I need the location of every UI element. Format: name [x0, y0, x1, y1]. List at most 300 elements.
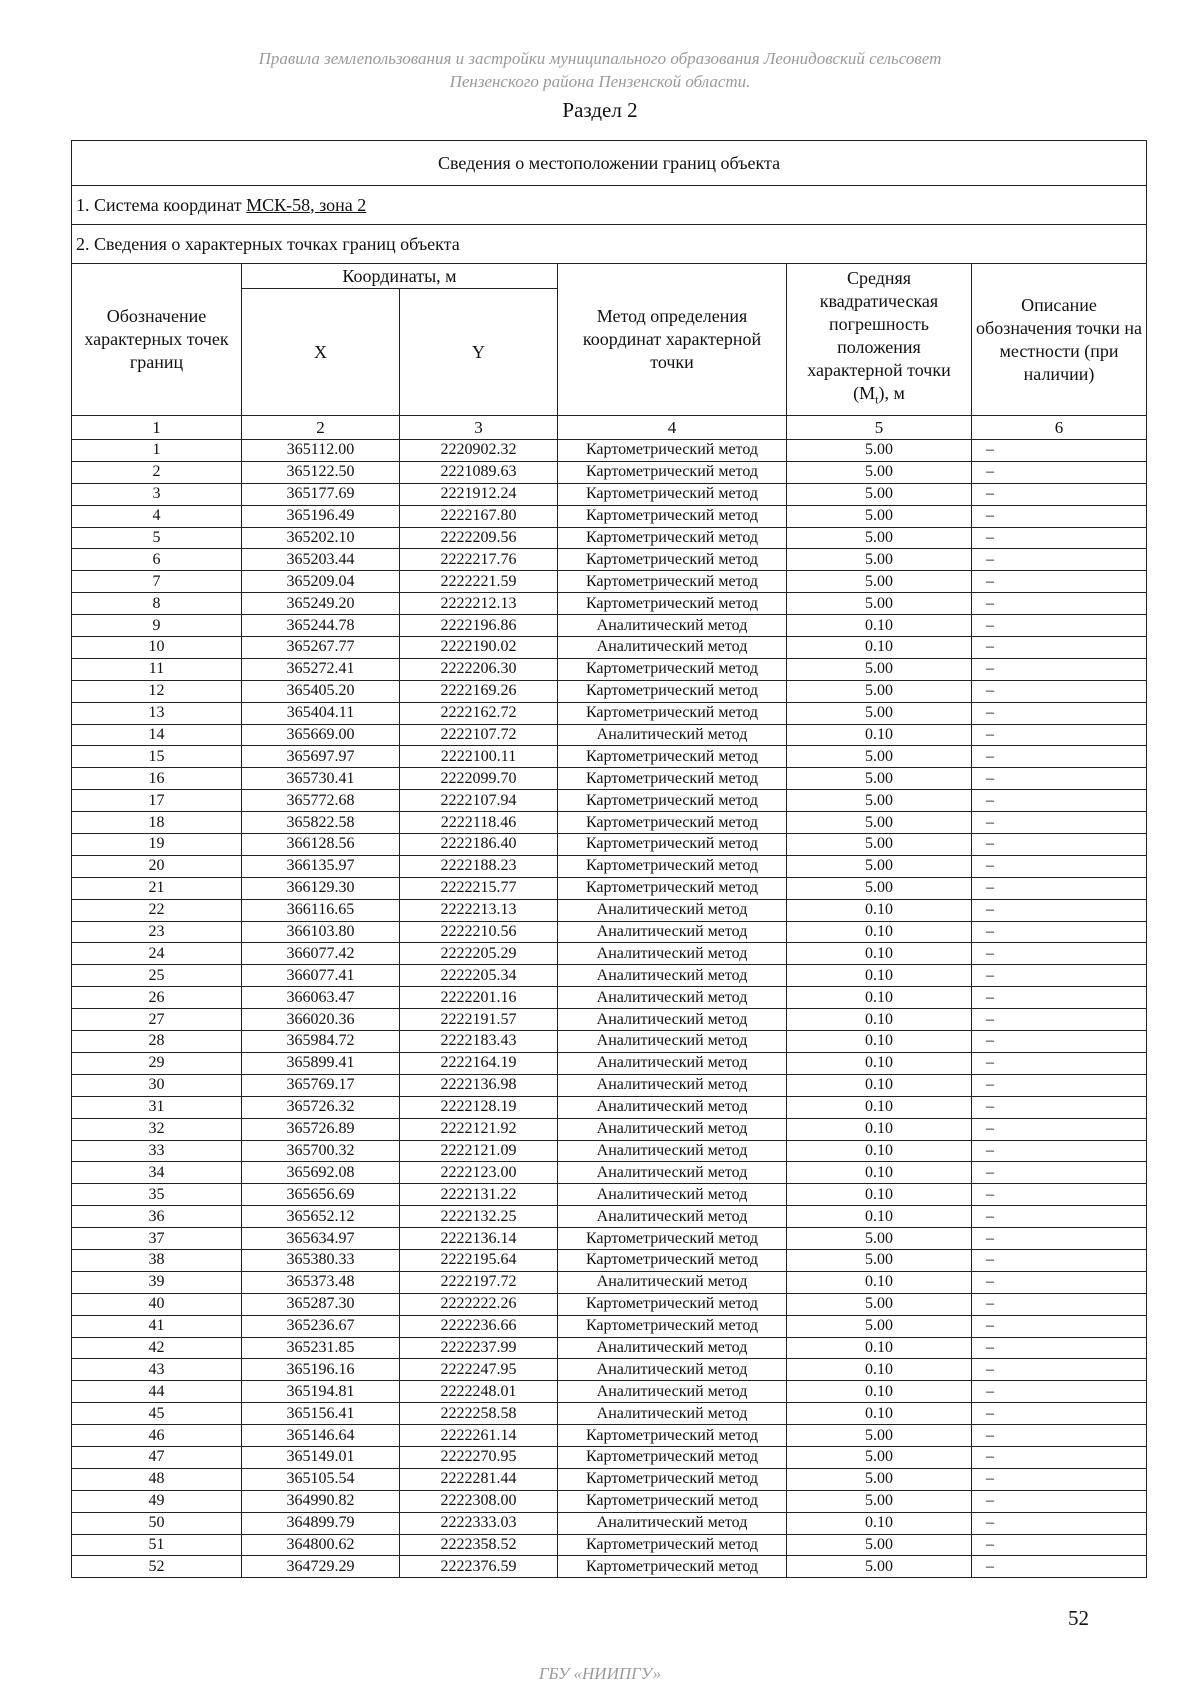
error-cell: 5.00: [787, 1490, 972, 1512]
coordinate-system-label: 1. Система координат: [76, 194, 247, 215]
point-id-cell: 8: [72, 593, 242, 615]
method-cell: Аналитический метод: [558, 1009, 787, 1031]
table-row: [72, 899, 1147, 921]
x-coordinate-cell: 365249.20: [242, 593, 400, 615]
y-coordinate-cell: 2222186.40: [400, 834, 558, 856]
header-method: Метод определения координат характерной точки: [558, 264, 787, 416]
header-x: X: [242, 289, 400, 416]
method-cell: Картометрический метод: [558, 746, 787, 768]
x-coordinate-cell: 366020.36: [242, 1009, 400, 1031]
method-cell: Картометрический метод: [558, 461, 787, 483]
description-cell: –: [972, 1446, 1147, 1468]
point-id-cell: 47: [72, 1446, 242, 1468]
footer-organization: ГБУ «НИИПГУ»: [538, 1664, 662, 1683]
point-id-cell: 7: [72, 571, 242, 593]
y-coordinate-cell: 2222107.72: [400, 724, 558, 746]
description-cell: –: [972, 1184, 1147, 1206]
error-cell: 5.00: [787, 527, 972, 549]
description-cell: –: [972, 965, 1147, 987]
y-coordinate-cell: 2222121.09: [400, 1140, 558, 1162]
boundary-points-table: [71, 140, 1147, 1578]
point-id-cell: 28: [72, 1031, 242, 1053]
y-coordinate-cell: 2222236.66: [400, 1315, 558, 1337]
error-cell: 5.00: [787, 461, 972, 483]
description-cell: –: [972, 877, 1147, 899]
y-coordinate-cell: 2222358.52: [400, 1534, 558, 1556]
error-cell: 0.10: [787, 899, 972, 921]
table-row: [72, 527, 1147, 549]
y-coordinate-cell: 2221912.24: [400, 483, 558, 505]
running-header-line-1: Правила землепользования и застройки муниципального образования Леонидовский сельсовет: [258, 49, 942, 68]
x-coordinate-cell: 365656.69: [242, 1184, 400, 1206]
x-coordinate-cell: 365203.44: [242, 549, 400, 571]
point-id-cell: 3: [72, 483, 242, 505]
description-cell: –: [972, 1206, 1147, 1228]
error-cell: 0.10: [787, 1271, 972, 1293]
method-cell: Картометрический метод: [558, 1446, 787, 1468]
x-coordinate-cell: 365156.41: [242, 1403, 400, 1425]
point-id-cell: 35: [72, 1184, 242, 1206]
point-id-cell: 51: [72, 1534, 242, 1556]
description-cell: –: [972, 943, 1147, 965]
x-coordinate-cell: 365669.00: [242, 724, 400, 746]
y-coordinate-cell: 2222162.72: [400, 702, 558, 724]
method-cell: Аналитический метод: [558, 615, 787, 637]
error-cell: 0.10: [787, 615, 972, 637]
point-id-cell: 41: [72, 1315, 242, 1337]
y-coordinate-cell: 2222197.72: [400, 1271, 558, 1293]
method-cell: Картометрический метод: [558, 1228, 787, 1250]
description-cell: –: [972, 855, 1147, 877]
x-coordinate-cell: 366077.42: [242, 943, 400, 965]
method-cell: Картометрический метод: [558, 768, 787, 790]
x-coordinate-cell: 365209.04: [242, 571, 400, 593]
table-row: [72, 1293, 1147, 1315]
table-row: [72, 1140, 1147, 1162]
table-title: Сведения о местоположении границ объекта: [72, 141, 1147, 186]
description-cell: –: [972, 1074, 1147, 1096]
table-row: [72, 440, 1147, 462]
column-number: 4: [558, 416, 787, 440]
description-cell: –: [972, 1009, 1147, 1031]
x-coordinate-cell: 366077.41: [242, 965, 400, 987]
table-row: [72, 1337, 1147, 1359]
x-coordinate-cell: 366063.47: [242, 987, 400, 1009]
error-cell: 0.10: [787, 1052, 972, 1074]
table-row: [72, 1425, 1147, 1447]
error-cell: 0.10: [787, 1184, 972, 1206]
table-row: [72, 1359, 1147, 1381]
y-coordinate-cell: 2222099.70: [400, 768, 558, 790]
y-coordinate-cell: 2220902.32: [400, 440, 558, 462]
method-cell: Картометрический метод: [558, 440, 787, 462]
x-coordinate-cell: 365244.78: [242, 615, 400, 637]
y-coordinate-cell: 2222123.00: [400, 1162, 558, 1184]
y-coordinate-cell: 2222308.00: [400, 1490, 558, 1512]
description-cell: –: [972, 1293, 1147, 1315]
x-coordinate-cell: 365380.33: [242, 1249, 400, 1271]
method-cell: Аналитический метод: [558, 1512, 787, 1534]
x-coordinate-cell: 365652.12: [242, 1206, 400, 1228]
point-id-cell: 2: [72, 461, 242, 483]
method-cell: Картометрический метод: [558, 1468, 787, 1490]
y-coordinate-cell: 2222136.98: [400, 1074, 558, 1096]
point-id-cell: 43: [72, 1359, 242, 1381]
table-row: [72, 1446, 1147, 1468]
table-row: [72, 1512, 1147, 1534]
x-coordinate-cell: 365196.16: [242, 1359, 400, 1381]
point-id-cell: 40: [72, 1293, 242, 1315]
x-coordinate-cell: 365194.81: [242, 1381, 400, 1403]
error-cell: 0.10: [787, 1140, 972, 1162]
point-id-cell: 21: [72, 877, 242, 899]
column-numbers-row: [72, 416, 1147, 440]
point-id-cell: 38: [72, 1249, 242, 1271]
method-cell: Аналитический метод: [558, 1140, 787, 1162]
y-coordinate-cell: 2222258.58: [400, 1403, 558, 1425]
method-cell: Аналитический метод: [558, 1359, 787, 1381]
x-coordinate-cell: 365822.58: [242, 812, 400, 834]
method-cell: Аналитический метод: [558, 1271, 787, 1293]
y-coordinate-cell: 2222376.59: [400, 1556, 558, 1578]
column-number: 2: [242, 416, 400, 440]
description-cell: –: [972, 527, 1147, 549]
x-coordinate-cell: 366129.30: [242, 877, 400, 899]
error-cell: 0.10: [787, 1162, 972, 1184]
table-row: [72, 1381, 1147, 1403]
description-cell: –: [972, 834, 1147, 856]
description-cell: –: [972, 1490, 1147, 1512]
method-cell: Картометрический метод: [558, 658, 787, 680]
error-cell: 0.10: [787, 921, 972, 943]
x-coordinate-cell: 365726.32: [242, 1096, 400, 1118]
x-coordinate-cell: 365634.97: [242, 1228, 400, 1250]
table-row: [72, 1096, 1147, 1118]
method-cell: Картометрический метод: [558, 1293, 787, 1315]
description-cell: –: [972, 746, 1147, 768]
error-cell: 5.00: [787, 1556, 972, 1578]
table-row: [72, 1009, 1147, 1031]
table-row: [72, 680, 1147, 702]
point-id-cell: 10: [72, 637, 242, 659]
x-coordinate-cell: 364729.29: [242, 1556, 400, 1578]
error-cell: 0.10: [787, 1337, 972, 1359]
description-cell: –: [972, 724, 1147, 746]
x-coordinate-cell: 365236.67: [242, 1315, 400, 1337]
point-id-cell: 15: [72, 746, 242, 768]
x-coordinate-cell: 365105.54: [242, 1468, 400, 1490]
column-number: 6: [972, 416, 1147, 440]
table-row: [72, 855, 1147, 877]
description-cell: –: [972, 1162, 1147, 1184]
x-coordinate-cell: 365112.00: [242, 440, 400, 462]
error-cell: 5.00: [787, 1249, 972, 1271]
description-cell: –: [972, 1096, 1147, 1118]
table-row: [72, 615, 1147, 637]
description-cell: –: [972, 1337, 1147, 1359]
description-cell: –: [972, 1315, 1147, 1337]
method-cell: Аналитический метод: [558, 1337, 787, 1359]
description-cell: –: [972, 461, 1147, 483]
column-number: 1: [72, 416, 242, 440]
table-row: [72, 1228, 1147, 1250]
error-cell: 5.00: [787, 1534, 972, 1556]
coordinate-system-value: МСК-58, зона 2: [246, 194, 367, 215]
table-row: [72, 1184, 1147, 1206]
point-id-cell: 12: [72, 680, 242, 702]
method-cell: Картометрический метод: [558, 1556, 787, 1578]
y-coordinate-cell: 2222188.23: [400, 855, 558, 877]
point-id-cell: 48: [72, 1468, 242, 1490]
table-row: [72, 1052, 1147, 1074]
table-row: [72, 571, 1147, 593]
description-cell: –: [972, 987, 1147, 1009]
error-cell: 5.00: [787, 1446, 972, 1468]
error-cell: 5.00: [787, 790, 972, 812]
error-cell: 5.00: [787, 834, 972, 856]
x-coordinate-cell: 365287.30: [242, 1293, 400, 1315]
error-cell: 5.00: [787, 768, 972, 790]
table-row: [72, 1403, 1147, 1425]
method-cell: Картометрический метод: [558, 812, 787, 834]
y-coordinate-cell: 2222247.95: [400, 1359, 558, 1381]
description-cell: –: [972, 1534, 1147, 1556]
point-id-cell: 33: [72, 1140, 242, 1162]
table-row: [72, 658, 1147, 680]
x-coordinate-cell: 364800.62: [242, 1534, 400, 1556]
error-cell: 5.00: [787, 571, 972, 593]
table-row: [72, 987, 1147, 1009]
column-number: 5: [787, 416, 972, 440]
method-cell: Картометрический метод: [558, 527, 787, 549]
error-cell: 5.00: [787, 1425, 972, 1447]
error-cell: 5.00: [787, 746, 972, 768]
coordinate-system-row: [72, 186, 1147, 225]
x-coordinate-cell: 366116.65: [242, 899, 400, 921]
y-coordinate-cell: 2222183.43: [400, 1031, 558, 1053]
y-coordinate-cell: 2222221.59: [400, 571, 558, 593]
error-cell: 0.10: [787, 1074, 972, 1096]
x-coordinate-cell: 364990.82: [242, 1490, 400, 1512]
table-row: [72, 921, 1147, 943]
table-row: [72, 834, 1147, 856]
point-id-cell: 50: [72, 1512, 242, 1534]
point-id-cell: 44: [72, 1381, 242, 1403]
description-cell: –: [972, 637, 1147, 659]
error-cell: 5.00: [787, 812, 972, 834]
description-cell: –: [972, 1359, 1147, 1381]
x-coordinate-cell: 366103.80: [242, 921, 400, 943]
y-coordinate-cell: 2222118.46: [400, 812, 558, 834]
y-coordinate-cell: 2222100.11: [400, 746, 558, 768]
y-coordinate-cell: 2222191.57: [400, 1009, 558, 1031]
error-cell: 0.10: [787, 1009, 972, 1031]
y-coordinate-cell: 2222205.34: [400, 965, 558, 987]
point-id-cell: 20: [72, 855, 242, 877]
table-row: [72, 724, 1147, 746]
method-cell: Картометрический метод: [558, 702, 787, 724]
y-coordinate-cell: 2222270.95: [400, 1446, 558, 1468]
y-coordinate-cell: 2221089.63: [400, 461, 558, 483]
point-id-cell: 42: [72, 1337, 242, 1359]
method-cell: Аналитический метод: [558, 1096, 787, 1118]
point-id-cell: 1: [72, 440, 242, 462]
error-cell: 5.00: [787, 440, 972, 462]
table-row: [72, 1074, 1147, 1096]
x-coordinate-cell: 365146.64: [242, 1425, 400, 1447]
method-cell: Аналитический метод: [558, 987, 787, 1009]
y-coordinate-cell: 2222190.02: [400, 637, 558, 659]
table-row: [72, 549, 1147, 571]
method-cell: Картометрический метод: [558, 855, 787, 877]
y-coordinate-cell: 2222206.30: [400, 658, 558, 680]
x-coordinate-cell: 365272.41: [242, 658, 400, 680]
error-cell: 0.10: [787, 1118, 972, 1140]
error-cell: 0.10: [787, 1096, 972, 1118]
points-caption: 2. Сведения о характерных точках границ объекта: [72, 225, 1147, 264]
point-id-cell: 49: [72, 1490, 242, 1512]
method-cell: Картометрический метод: [558, 505, 787, 527]
error-cell: 0.10: [787, 1359, 972, 1381]
description-cell: –: [972, 702, 1147, 724]
description-cell: –: [972, 593, 1147, 615]
x-coordinate-cell: 365700.32: [242, 1140, 400, 1162]
x-coordinate-cell: 366128.56: [242, 834, 400, 856]
method-cell: Аналитический метод: [558, 899, 787, 921]
table-row: [72, 1206, 1147, 1228]
running-header-line-2: Пензенского района Пензенской области.: [449, 72, 751, 91]
header-point: Обозначение характерных точек границ: [72, 264, 242, 416]
error-cell: 0.10: [787, 943, 972, 965]
point-id-cell: 37: [72, 1228, 242, 1250]
method-cell: Аналитический метод: [558, 1206, 787, 1228]
method-cell: Аналитический метод: [558, 1381, 787, 1403]
error-cell: 0.10: [787, 1381, 972, 1403]
method-cell: Аналитический метод: [558, 965, 787, 987]
section-title: Раздел 2: [562, 98, 638, 122]
y-coordinate-cell: 2222222.26: [400, 1293, 558, 1315]
method-cell: Картометрический метод: [558, 790, 787, 812]
y-coordinate-cell: 2222196.86: [400, 615, 558, 637]
y-coordinate-cell: 2222195.64: [400, 1249, 558, 1271]
table-row: [72, 505, 1147, 527]
x-coordinate-cell: 365405.20: [242, 680, 400, 702]
x-coordinate-cell: 365196.49: [242, 505, 400, 527]
table-row: [72, 1490, 1147, 1512]
error-cell: 5.00: [787, 549, 972, 571]
y-coordinate-cell: 2222136.14: [400, 1228, 558, 1250]
point-id-cell: 39: [72, 1271, 242, 1293]
point-id-cell: 31: [72, 1096, 242, 1118]
description-cell: –: [972, 680, 1147, 702]
description-cell: –: [972, 921, 1147, 943]
y-coordinate-cell: 2222261.14: [400, 1425, 558, 1447]
y-coordinate-cell: 2222215.77: [400, 877, 558, 899]
method-cell: Аналитический метод: [558, 1031, 787, 1053]
y-coordinate-cell: 2222281.44: [400, 1468, 558, 1490]
description-cell: –: [972, 1381, 1147, 1403]
point-id-cell: 9: [72, 615, 242, 637]
error-cell: 5.00: [787, 1468, 972, 1490]
x-coordinate-cell: 365984.72: [242, 1031, 400, 1053]
table-row: [72, 877, 1147, 899]
table-row: [72, 637, 1147, 659]
x-coordinate-cell: 365899.41: [242, 1052, 400, 1074]
x-coordinate-cell: 365404.11: [242, 702, 400, 724]
method-cell: Аналитический метод: [558, 1162, 787, 1184]
table-row: [72, 1271, 1147, 1293]
point-id-cell: 27: [72, 1009, 242, 1031]
y-coordinate-cell: 2222205.29: [400, 943, 558, 965]
y-coordinate-cell: 2222213.13: [400, 899, 558, 921]
point-id-cell: 5: [72, 527, 242, 549]
table-row: [72, 483, 1147, 505]
description-cell: –: [972, 812, 1147, 834]
description-cell: –: [972, 1052, 1147, 1074]
error-cell: 0.10: [787, 1403, 972, 1425]
method-cell: Картометрический метод: [558, 1534, 787, 1556]
table-row: [72, 812, 1147, 834]
table-row: [72, 702, 1147, 724]
x-coordinate-cell: 365267.77: [242, 637, 400, 659]
y-coordinate-cell: 2222210.56: [400, 921, 558, 943]
method-cell: Аналитический метод: [558, 1052, 787, 1074]
x-coordinate-cell: 365772.68: [242, 790, 400, 812]
table-row: [72, 1315, 1147, 1337]
method-cell: Аналитический метод: [558, 724, 787, 746]
error-cell: 5.00: [787, 680, 972, 702]
table-row: [72, 965, 1147, 987]
y-coordinate-cell: 2222209.56: [400, 527, 558, 549]
point-id-cell: 6: [72, 549, 242, 571]
description-cell: –: [972, 1512, 1147, 1534]
table-row: [72, 768, 1147, 790]
y-coordinate-cell: 2222169.26: [400, 680, 558, 702]
y-coordinate-cell: 2222164.19: [400, 1052, 558, 1074]
method-cell: Картометрический метод: [558, 1315, 787, 1337]
error-cell: 5.00: [787, 593, 972, 615]
table-row: [72, 943, 1147, 965]
error-cell: 0.10: [787, 987, 972, 1009]
y-coordinate-cell: 2222121.92: [400, 1118, 558, 1140]
y-coordinate-cell: 2222132.25: [400, 1206, 558, 1228]
error-cell: 5.00: [787, 658, 972, 680]
y-coordinate-cell: 2222128.19: [400, 1096, 558, 1118]
description-cell: –: [972, 440, 1147, 462]
method-cell: Аналитический метод: [558, 637, 787, 659]
point-id-cell: 23: [72, 921, 242, 943]
table-row: [72, 461, 1147, 483]
method-cell: Картометрический метод: [558, 1249, 787, 1271]
point-id-cell: 32: [72, 1118, 242, 1140]
y-coordinate-cell: 2222131.22: [400, 1184, 558, 1206]
x-coordinate-cell: 364899.79: [242, 1512, 400, 1534]
description-cell: –: [972, 483, 1147, 505]
error-cell: 5.00: [787, 855, 972, 877]
error-cell: 5.00: [787, 1228, 972, 1250]
point-id-cell: 46: [72, 1425, 242, 1447]
x-coordinate-cell: 365730.41: [242, 768, 400, 790]
point-id-cell: 11: [72, 658, 242, 680]
error-cell: 5.00: [787, 1315, 972, 1337]
x-coordinate-cell: 365769.17: [242, 1074, 400, 1096]
error-cell: 0.10: [787, 1512, 972, 1534]
description-cell: –: [972, 615, 1147, 637]
table-row: [72, 1468, 1147, 1490]
error-cell: 5.00: [787, 702, 972, 724]
x-coordinate-cell: 365122.50: [242, 461, 400, 483]
table-body: [72, 440, 1147, 1578]
